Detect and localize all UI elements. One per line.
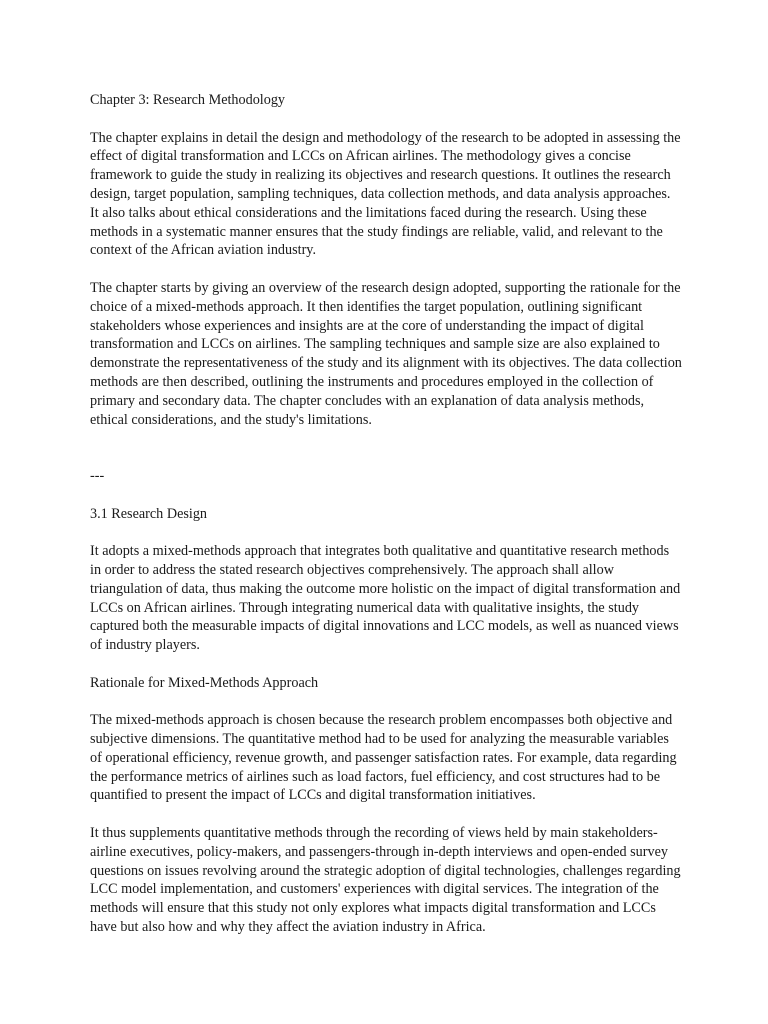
section-separator: --- — [90, 467, 105, 484]
intro-paragraph-1: The chapter explains in detail the design and methodology of the research to be adopted in assessing the effect of digital transformation and LCCs on African airlines. The methodology gives a concise framework to guide the study in realizing its objectives and research questions. It outlines the research design, target population, sampling techniques, data collection methods, and data analysis approaches. It also talks about ethical considerations and the limitations faced during the research. Using these methods in a systematic manner ensures that the study findings are reliable, valid, and relevant to the context of the African aviation industry. — [90, 129, 681, 259]
chapter-title: Chapter 3: Research Methodology — [90, 92, 286, 108]
rationale-paragraph-2: It thus supplements quantitative methods through the recording of views held by main stakeholders-airline executives, policy-makers, and passengers-through in-depth interviews and open-ended survey questions on issues revolving around the strategic adoption of digital technologies, challenges regarding LCC model implementation, and customers' experiences with digital services. The integration of the methods will ensure that this study not only explores what impacts digital transformation and LCCs have but also how and why they affect the aviation industry in Africa. — [90, 825, 681, 936]
rationale-paragraph-1: The mixed-methods approach is chosen because the research problem encompasses both objective and subjective dimensions. The quantitative method had to be used for analyzing the measurable variables of operational efficiency, revenue growth, and passenger satisfaction rates. For example, data regarding the performance metrics of airlines such as load factors, fuel efficiency, and cost structures had to be quantified to present the impact of LCCs and digital transformation initiatives. — [90, 712, 677, 804]
section-title: 3.1 Research Design — [90, 505, 208, 522]
intro-paragraph-2: The chapter starts by giving an overview of the research design adopted, supporting the rationale for the choice of a mixed-methods approach. It then identifies the target population, outlining significant stakeholders whose experiences and insights are at the core of understanding the impact of digital transformation and LCCs on airlines. The sampling techniques and sample size are also explained to demonstrate the representativeness of the study and its alignment with its objectives. The data collection methods are then described, outlining the instruments and procedures employed in the collection of primary and secondary data. The chapter concludes with an explanation of data analysis methods, ethical considerations, and the study's limitations. — [90, 279, 682, 428]
subsection-title: Rationale for Mixed-Methods Approach — [90, 674, 319, 691]
section-paragraph: It adopts a mixed-methods approach that integrates both qualitative and quantitative research methods in order to address the stated research objectives comprehensively. The approach shall allow triangulation of data, thus making the outcome more holistic on the impact of digital transformation and LCCs on African airlines. Through integrating numerical data with qualitative insights, the study captured both the measurable impacts of digital innovations and LCC models, as well as nuanced views of industry players. — [90, 543, 681, 654]
document-body — [90, 91, 682, 956]
